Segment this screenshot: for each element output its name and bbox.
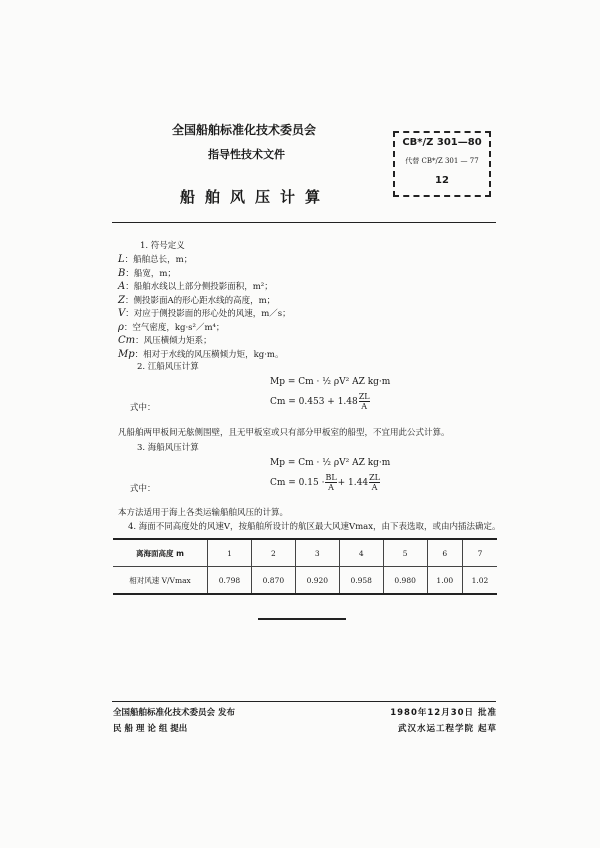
symbol: A <box>118 281 126 292</box>
cm-lhs: Cm = 0.453 + 1.48 <box>270 397 358 407</box>
section3-heading: 3. 海船风压计算 <box>137 443 199 453</box>
doc-title: 船舶风压计算 <box>180 188 331 206</box>
formula-cm-sea <box>270 473 381 492</box>
symbol-definition <box>118 348 284 360</box>
symbol: Mp <box>118 348 135 360</box>
ratio-cell: 0.958 <box>339 567 383 595</box>
committee-name: 全国船舶标准化技术委员会 <box>172 123 317 137</box>
symbol-definition <box>118 280 273 292</box>
wind-speed-table <box>113 538 497 595</box>
header-rule <box>112 222 496 223</box>
definition: ：船舶总长，m； <box>124 255 193 265</box>
ratio-cell: 0.980 <box>383 567 427 595</box>
symbol: ρ <box>118 321 124 333</box>
drafter: 武汉水运工程学院 起草 <box>398 724 497 734</box>
definition: ：对应于侧投影面的形心处的风速，m／s； <box>125 309 291 319</box>
denominator: A <box>361 402 368 411</box>
standard-code-box <box>393 131 491 197</box>
where-label: 式中： <box>130 403 156 413</box>
standard-code: CB*/Z 301—80 <box>402 137 482 148</box>
definition: ：空气密度，kg·s²／m⁴； <box>123 322 225 333</box>
ratio-cell: 0.870 <box>251 567 295 595</box>
symbol-definition <box>118 307 291 319</box>
symbol: B <box>118 267 126 279</box>
replaces-code: 代替 CB*/Z 301 — 77 <box>405 157 479 165</box>
ratio-cell: 1.02 <box>462 567 497 595</box>
formula-cm-river <box>270 392 371 411</box>
cm-lhs: Cm = 0.15 · <box>270 478 325 488</box>
river-note: 凡船舶两甲板间无舷侧围壁，且无甲板室或只有部分甲板室的船型，不宜用此公式计算。 <box>118 428 450 438</box>
definition: ：船舶水线以上部分侧投影面积，m²； <box>125 282 273 292</box>
where-label-2: 式中： <box>130 484 156 494</box>
symbol-definition <box>118 321 224 333</box>
symbol: L <box>118 254 125 265</box>
definition: ：相对于水线的风压横倾力矩，kg·m。 <box>134 349 284 360</box>
numerator: ZL <box>358 392 370 401</box>
formula-mp-sea: Mp = Cm · ½ ρV² AZ kg·m <box>270 458 391 468</box>
height-cell: 3 <box>295 539 339 567</box>
height-cell: 6 <box>427 539 462 567</box>
section4-text: 4. 海面不同高度处的风速V，按船舶所设计的航区最大风速Vmax，由下表选取，或由内插法确定。 <box>128 522 501 532</box>
cm-term: + 1.44 <box>337 478 369 488</box>
numerator: ZL <box>369 473 380 482</box>
height-cell: 5 <box>383 539 427 567</box>
symbol: Z <box>118 294 125 306</box>
symbol-definition <box>118 267 176 279</box>
denominator: A <box>371 483 378 492</box>
denominator: A <box>328 483 334 492</box>
symbol: Cm <box>118 335 136 346</box>
doc-type: 指导性技术文件 <box>208 148 285 161</box>
row-label: 离海面高度 m <box>113 539 208 567</box>
publisher: 全国船舶标准化技术委员会 发布 <box>113 708 235 718</box>
formula-mp-river: Mp = Cm · ½ ρV² AZ kg·m <box>270 377 391 387</box>
ratio-cell: 1.00 <box>427 567 462 595</box>
height-cell: 7 <box>462 539 497 567</box>
page-number: 12 <box>435 175 449 186</box>
table-row <box>113 567 497 595</box>
sea-note: 本方法适用于海上各类运输船舶风压的计算。 <box>118 508 289 518</box>
table-row <box>113 539 497 567</box>
symbol-definition <box>118 334 212 346</box>
symbol-definition <box>118 253 192 265</box>
footer-rule <box>112 701 496 702</box>
height-cell: 4 <box>339 539 383 567</box>
approval-date: 1980年12月30日 批准 <box>390 708 497 718</box>
row-label: 相对风速 V/Vmax <box>113 567 208 595</box>
symbol-definition <box>118 294 275 306</box>
section1-heading: 1. 符号定义 <box>140 241 185 251</box>
ratio-cell: 0.798 <box>208 567 252 595</box>
height-cell: 1 <box>208 539 252 567</box>
end-rule <box>258 618 346 620</box>
ratio-cell: 0.920 <box>295 567 339 595</box>
proposer: 民 船 理 论 组 提出 <box>113 724 188 734</box>
section2-heading: 2. 江船风压计算 <box>137 362 199 372</box>
definition: ：风压横倾力矩系； <box>135 336 212 346</box>
definition: ：侧投影面A的形心距水线的高度，m； <box>124 295 276 306</box>
definition: ：船宽，m； <box>125 268 176 279</box>
symbol: V <box>118 308 126 319</box>
numerator: BL <box>325 473 337 482</box>
height-cell: 2 <box>251 539 295 567</box>
